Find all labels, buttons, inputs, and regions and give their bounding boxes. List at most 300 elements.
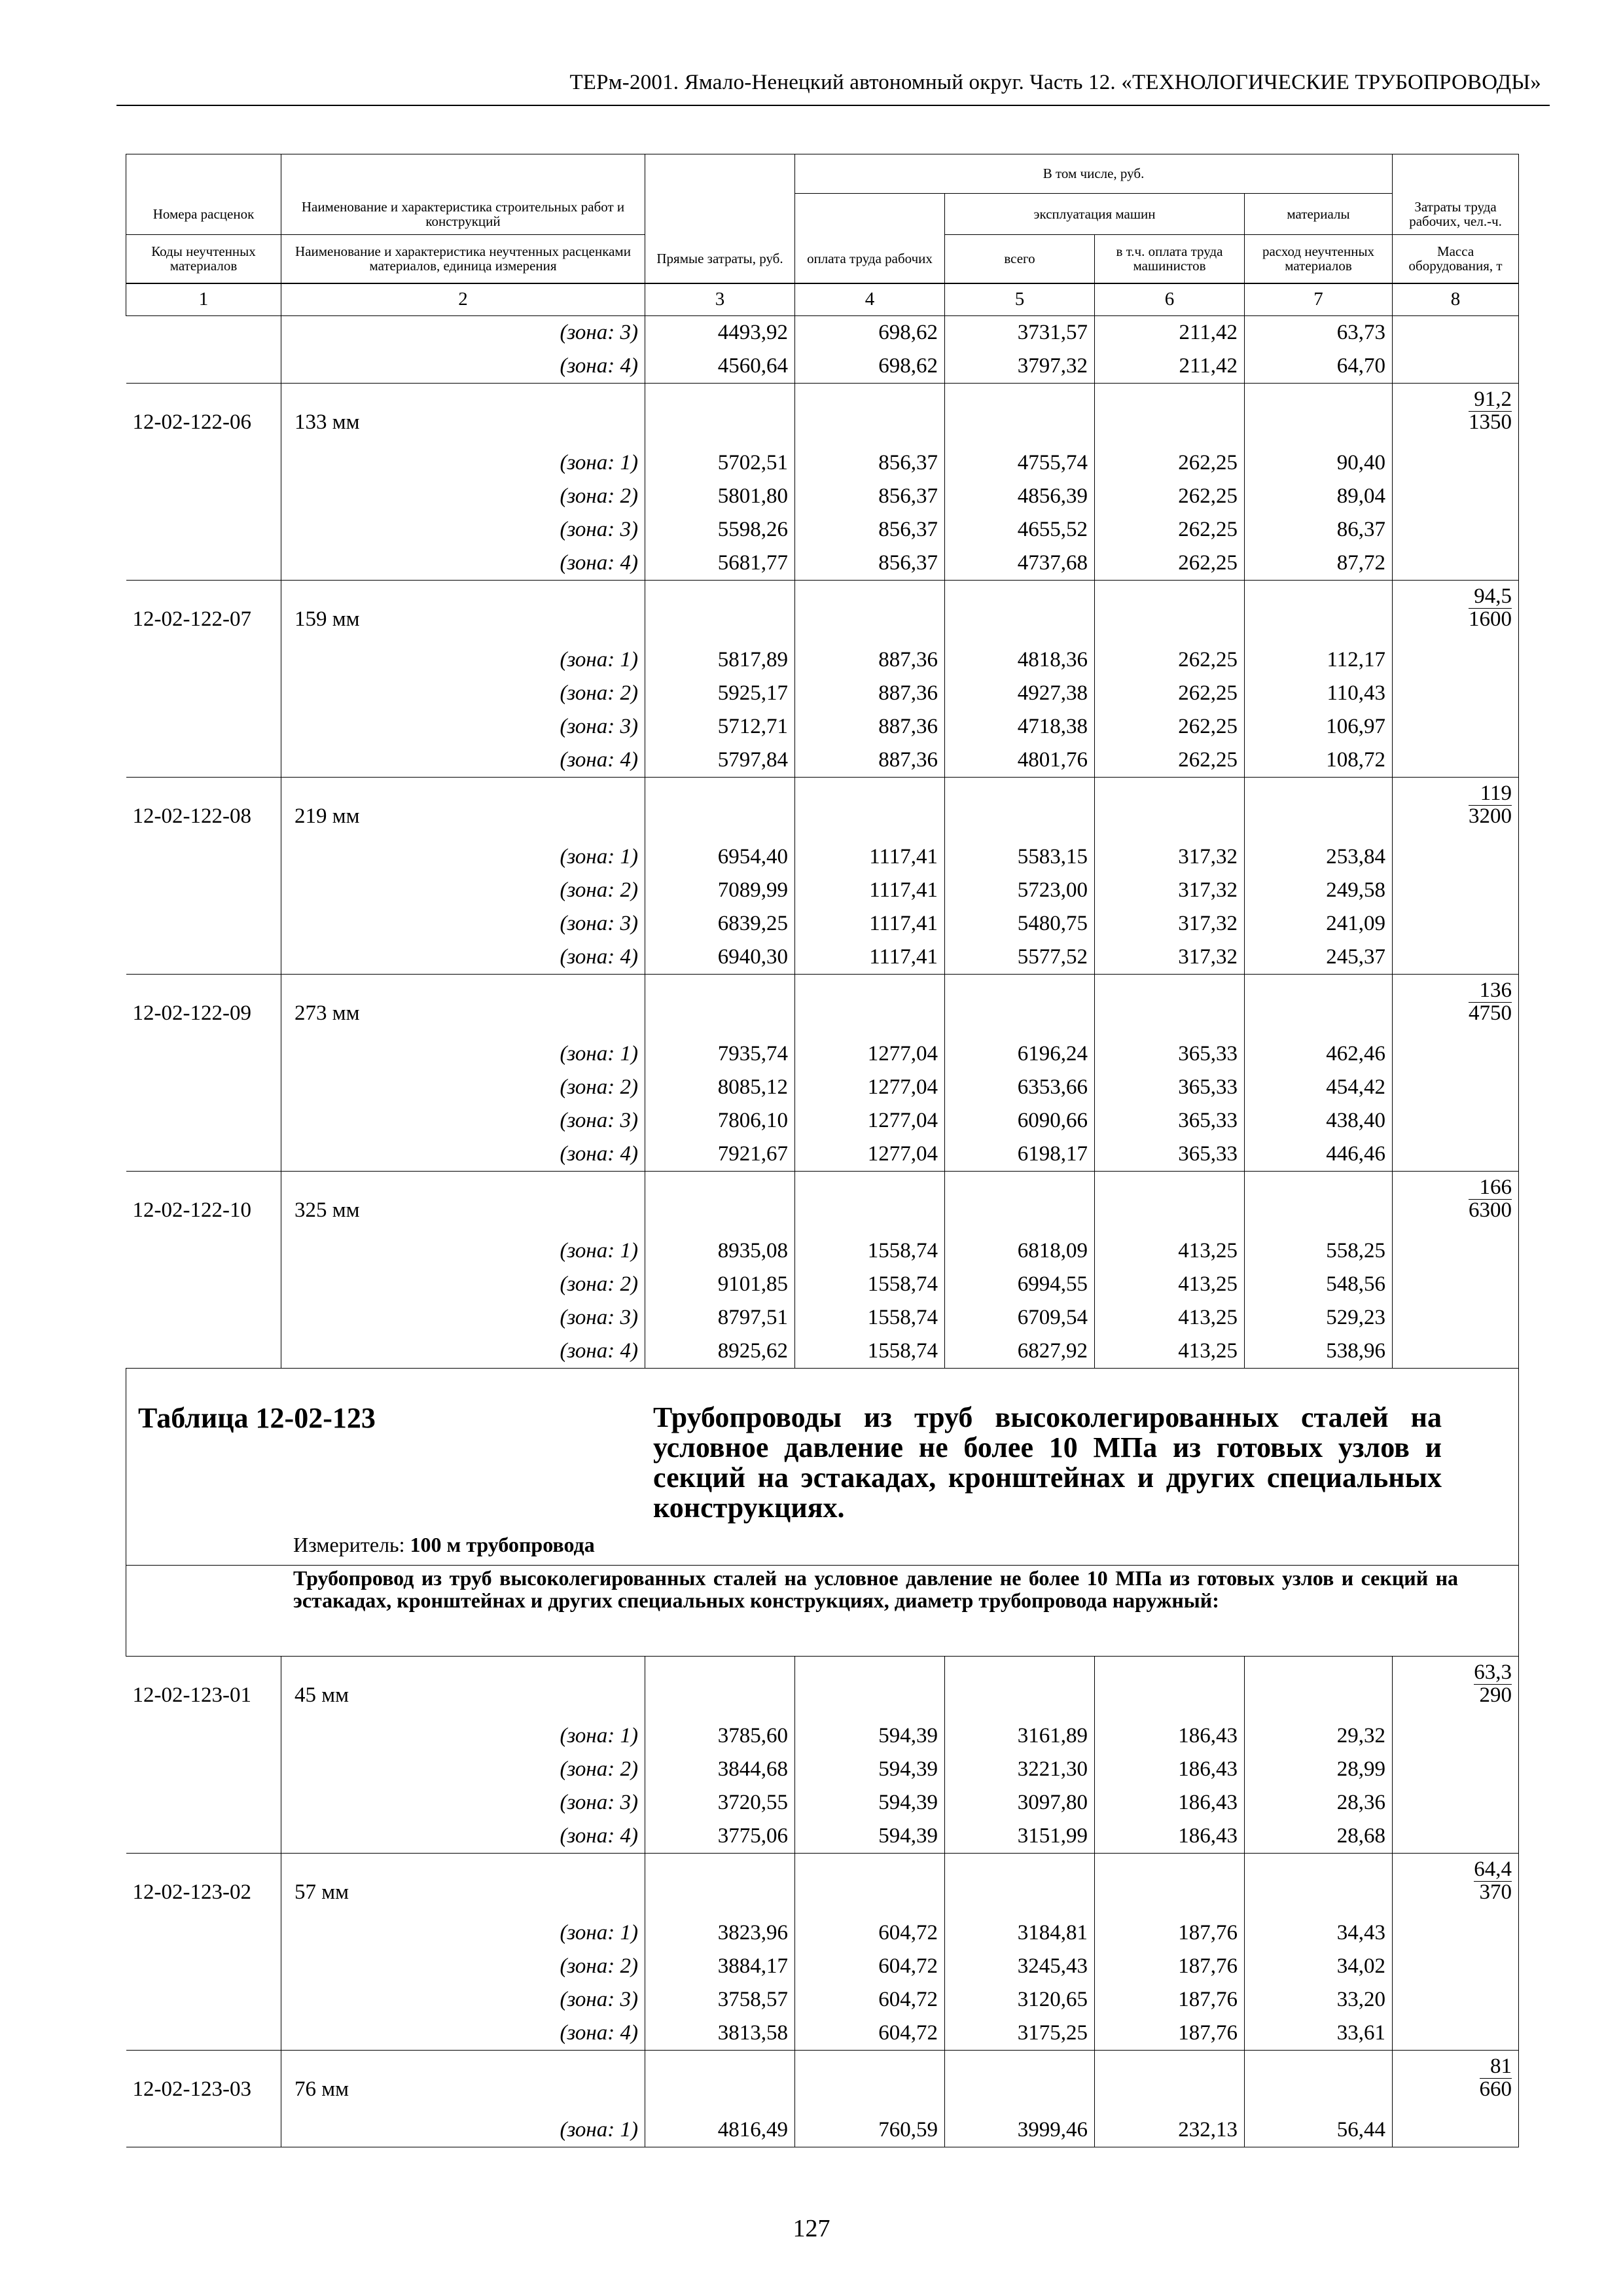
page-header-title: ТЕРм-2001. Ямало-Ненецкий автономный округ. Часть 12. «ТЕХНОЛОГИЧЕСКИЕ ТРУБОПРОВОДЫ»: [569, 71, 1541, 94]
code-cell-empty: [126, 2113, 281, 2147]
value-cell: 3120,65: [945, 1983, 1095, 2017]
mass-cell-empty: [1393, 1234, 1519, 1268]
value-cell: 4801,76: [945, 744, 1095, 778]
table-heading-cell: [126, 1368, 1519, 1565]
value-cell: 187,76: [1095, 1950, 1245, 1983]
labor-value: 166: [1469, 1177, 1512, 1200]
value-cell: 1558,74: [795, 1335, 945, 1369]
fraction: [1469, 980, 1512, 1024]
rate-code: 12-02-122-09: [126, 974, 281, 1037]
value-cell: 594,39: [795, 1820, 945, 1854]
zone-label: (зона: 4): [281, 2017, 645, 2051]
labor-mass-fraction: [1393, 777, 1519, 840]
pipe-size: 219 мм: [281, 777, 645, 840]
zone-row: [126, 643, 1519, 677]
hdr-blank-8: [1393, 154, 1519, 194]
zone-row: [126, 1786, 1519, 1820]
value-cell: 1117,41: [795, 840, 945, 874]
value-cell: 6353,66: [945, 1071, 1095, 1104]
fraction: [1474, 1662, 1512, 1706]
value-cell: 413,25: [1095, 1335, 1245, 1369]
labor-value: 91,2: [1469, 389, 1512, 412]
code-cell-empty: [126, 1234, 281, 1268]
zone-label: (зона: 1): [281, 1234, 645, 1268]
value-cell: 110,43: [1245, 677, 1393, 710]
value-cell: 6196,24: [945, 1037, 1095, 1071]
value-cell: 5817,89: [645, 643, 795, 677]
value-cell: 28,99: [1245, 1753, 1393, 1786]
empty-cell: [645, 1171, 795, 1234]
zone-row: [126, 744, 1519, 778]
zone-label: (зона: 4): [281, 547, 645, 581]
code-cell-empty: [126, 1037, 281, 1071]
hdr-materials: материалы: [1245, 194, 1393, 235]
mass-cell-empty: [1393, 907, 1519, 941]
zone-label: (зона: 3): [281, 1104, 645, 1138]
code-cell-empty: [126, 1820, 281, 1854]
hdr-machine-ops: эксплуатация машин: [945, 194, 1245, 235]
empty-cell: [795, 1853, 945, 1916]
labor-mass-fraction: [1393, 1656, 1519, 1719]
empty-cell: [795, 580, 945, 643]
value-cell: 8797,51: [645, 1301, 795, 1335]
rate-code-row: [126, 383, 1519, 446]
empty-cell: [1245, 2050, 1393, 2113]
value-cell: 262,25: [1095, 710, 1245, 744]
mass-cell-empty: [1393, 1983, 1519, 2017]
mass-cell-empty: [1393, 480, 1519, 513]
rate-code-row: [126, 1656, 1519, 1719]
mass-value: 3200: [1469, 804, 1512, 828]
zone-label: (зона: 2): [281, 1950, 645, 1983]
mass-cell-empty: [1393, 1335, 1519, 1369]
value-cell: 6198,17: [945, 1138, 1095, 1172]
empty-cell: [645, 580, 795, 643]
value-cell: 462,46: [1245, 1037, 1393, 1071]
empty-cell: [1095, 974, 1245, 1037]
zone-row: [126, 1268, 1519, 1301]
value-cell: 3097,80: [945, 1786, 1095, 1820]
hdr-unaccounted-consumption: расход неучтенных материалов: [1245, 235, 1393, 283]
zone-label: (зона: 2): [281, 677, 645, 710]
empty-cell: [645, 777, 795, 840]
mass-value: 1600: [1469, 607, 1512, 631]
value-cell: 6090,66: [945, 1104, 1095, 1138]
value-cell: 6818,09: [945, 1234, 1095, 1268]
empty-cell: [1245, 974, 1393, 1037]
hdr-incl-rub: В том числе, руб.: [795, 154, 1393, 194]
table-title: Трубопроводы из труб высоколегированных сталей на условное давление не более 10 МПа из готовых узлов и секций на эстакадах, кронштейнах и других специальных конструкциях.: [653, 1401, 1442, 1524]
meter-label: Измеритель:: [293, 1532, 405, 1556]
zone-label: (зона: 3): [281, 1301, 645, 1335]
value-cell: 317,32: [1095, 907, 1245, 941]
value-cell: 33,61: [1245, 2017, 1393, 2051]
hdr-blank-4: [795, 194, 945, 235]
table-heading-row: [126, 1368, 1519, 1565]
empty-cell: [1245, 777, 1393, 840]
value-cell: 186,43: [1095, 1753, 1245, 1786]
value-cell: 529,23: [1245, 1301, 1393, 1335]
mass-cell-empty: [1393, 315, 1519, 350]
mass-value: 6300: [1469, 1198, 1512, 1222]
labor-value: 94,5: [1469, 586, 1512, 609]
zone-row: [126, 840, 1519, 874]
value-cell: 28,36: [1245, 1786, 1393, 1820]
meter-value: 100 м трубопровода: [410, 1532, 595, 1556]
labor-mass-fraction: [1393, 580, 1519, 643]
value-cell: 4927,38: [945, 677, 1095, 710]
value-cell: 3221,30: [945, 1753, 1095, 1786]
value-cell: 262,25: [1095, 513, 1245, 547]
zone-row: [126, 513, 1519, 547]
value-cell: 3999,46: [945, 2113, 1095, 2147]
empty-cell: [1095, 383, 1245, 446]
value-cell: 187,76: [1095, 1983, 1245, 2017]
zone-label: (зона: 2): [281, 1071, 645, 1104]
value-cell: 186,43: [1095, 1719, 1245, 1753]
empty-cell: [1095, 580, 1245, 643]
value-cell: 4718,38: [945, 710, 1095, 744]
zone-row: [126, 1753, 1519, 1786]
header-rule: [116, 105, 1550, 106]
code-cell-empty: [126, 446, 281, 480]
value-cell: 187,76: [1095, 2017, 1245, 2051]
empty-cell: [795, 1171, 945, 1234]
mass-cell-empty: [1393, 2017, 1519, 2051]
value-cell: 856,37: [795, 547, 945, 581]
value-cell: 1117,41: [795, 907, 945, 941]
empty-cell: [1095, 1656, 1245, 1719]
value-cell: 413,25: [1095, 1234, 1245, 1268]
value-cell: 3797,32: [945, 350, 1095, 384]
rate-code-row: [126, 974, 1519, 1037]
zone-row: [126, 446, 1519, 480]
zone-row: [126, 1916, 1519, 1950]
value-cell: 7089,99: [645, 874, 795, 907]
value-cell: 887,36: [795, 677, 945, 710]
empty-cell: [1095, 1853, 1245, 1916]
empty-cell: [1245, 1656, 1393, 1719]
code-cell-empty: [126, 547, 281, 581]
empty-cell: [645, 1656, 795, 1719]
value-cell: 106,97: [1245, 710, 1393, 744]
code-cell-empty: [126, 941, 281, 975]
fraction: [1469, 1177, 1512, 1221]
empty-cell: [945, 580, 1095, 643]
rate-code: 12-02-122-10: [126, 1171, 281, 1234]
zone-row: [126, 315, 1519, 350]
value-cell: 413,25: [1095, 1301, 1245, 1335]
col-number: 5: [945, 283, 1095, 316]
value-cell: 8935,08: [645, 1234, 795, 1268]
pipe-size: 325 мм: [281, 1171, 645, 1234]
hdr-labor-costs: Затраты труда рабочих, чел.-ч.: [1393, 194, 1519, 235]
hdr-unaccounted-names: Наименование и характеристика неучтенных расценками материалов, единица измерения: [281, 235, 645, 283]
mass-value: 1350: [1469, 410, 1512, 434]
zone-row: [126, 547, 1519, 581]
value-cell: 34,43: [1245, 1916, 1393, 1950]
value-cell: 3844,68: [645, 1753, 795, 1786]
mass-cell-empty: [1393, 1820, 1519, 1854]
value-cell: 3245,43: [945, 1950, 1095, 1983]
value-cell: 3884,17: [645, 1950, 795, 1983]
value-cell: 29,32: [1245, 1719, 1393, 1753]
empty-cell: [945, 1656, 1095, 1719]
rate-code-row: [126, 777, 1519, 840]
value-cell: 4816,49: [645, 2113, 795, 2147]
zone-row: [126, 1719, 1519, 1753]
value-cell: 56,44: [1245, 2113, 1393, 2147]
value-cell: 538,96: [1245, 1335, 1393, 1369]
labor-value: 63,3: [1474, 1660, 1512, 1684]
value-cell: 698,62: [795, 315, 945, 350]
rate-code: 12-02-123-03: [126, 2050, 281, 2113]
rate-code: 12-02-123-02: [126, 1853, 281, 1916]
zone-label: (зона: 4): [281, 1138, 645, 1172]
code-cell-empty: [126, 1719, 281, 1753]
value-cell: 34,02: [1245, 1950, 1393, 1983]
value-cell: 698,62: [795, 350, 945, 384]
mass-value: 290: [1479, 1683, 1512, 1707]
code-cell-empty: [126, 1335, 281, 1369]
empty-cell: [645, 1853, 795, 1916]
value-cell: 1558,74: [795, 1301, 945, 1335]
value-cell: 3785,60: [645, 1719, 795, 1753]
zone-label: (зона: 1): [281, 2113, 645, 2147]
value-cell: 594,39: [795, 1753, 945, 1786]
zone-label: (зона: 1): [281, 643, 645, 677]
value-cell: 3813,58: [645, 2017, 795, 2051]
empty-cell: [795, 383, 945, 446]
mass-cell-empty: [1393, 1950, 1519, 1983]
fraction: [1474, 1859, 1512, 1903]
zone-row: [126, 1037, 1519, 1071]
zone-label: (зона: 4): [281, 744, 645, 778]
value-cell: 6940,30: [645, 941, 795, 975]
code-cell-empty: [126, 1753, 281, 1786]
value-cell: 1277,04: [795, 1138, 945, 1172]
zone-label: (зона: 1): [281, 1037, 645, 1071]
empty-cell: [945, 2050, 1095, 2113]
code-cell-empty: [126, 350, 281, 384]
zone-label: (зона: 2): [281, 1753, 645, 1786]
zone-label: (зона: 3): [281, 315, 645, 350]
fraction: [1480, 2056, 1512, 2100]
value-cell: 90,40: [1245, 446, 1393, 480]
rate-code: 12-02-123-01: [126, 1656, 281, 1719]
mass-value: 4750: [1469, 1001, 1512, 1025]
value-cell: 4755,74: [945, 446, 1095, 480]
value-cell: 186,43: [1095, 1786, 1245, 1820]
rate-code-row: [126, 1171, 1519, 1234]
mass-cell-empty: [1393, 513, 1519, 547]
empty-cell: [1245, 1171, 1393, 1234]
code-cell-empty: [126, 710, 281, 744]
value-cell: 548,56: [1245, 1268, 1393, 1301]
zone-row: [126, 710, 1519, 744]
mass-cell-empty: [1393, 1037, 1519, 1071]
empty-cell: [945, 974, 1095, 1037]
zone-row: [126, 941, 1519, 975]
zone-label: (зона: 1): [281, 1719, 645, 1753]
zone-row: [126, 480, 1519, 513]
value-cell: 3720,55: [645, 1786, 795, 1820]
value-cell: 365,33: [1095, 1138, 1245, 1172]
code-cell-empty: [126, 907, 281, 941]
mass-cell-empty: [1393, 874, 1519, 907]
col-number: 2: [281, 283, 645, 316]
zone-row: [126, 1983, 1519, 2017]
value-cell: 438,40: [1245, 1104, 1393, 1138]
mass-cell-empty: [1393, 1753, 1519, 1786]
value-cell: 1117,41: [795, 874, 945, 907]
meter-line: [293, 1534, 595, 1556]
zone-label: (зона: 3): [281, 710, 645, 744]
mass-value: 660: [1479, 2077, 1512, 2101]
empty-cell: [645, 383, 795, 446]
value-cell: 1277,04: [795, 1037, 945, 1071]
hdr-blank-2: [281, 154, 645, 194]
mass-cell-empty: [1393, 1071, 1519, 1104]
table-subtitle: Трубопровод из труб высоколегированных сталей на условное давление не более 10 МПа из готовых узлов и секций на эстакадах, кронштейнах и других специальных конструкциях, диаметр трубопровода наружный:: [293, 1566, 1458, 1612]
value-cell: 3175,25: [945, 2017, 1095, 2051]
mass-cell-empty: [1393, 1916, 1519, 1950]
value-cell: 232,13: [1095, 2113, 1245, 2147]
value-cell: 3731,57: [945, 315, 1095, 350]
value-cell: 4560,64: [645, 350, 795, 384]
rate-code-row: [126, 580, 1519, 643]
labor-value: 64,4: [1474, 1857, 1512, 1881]
mass-cell-empty: [1393, 677, 1519, 710]
value-cell: 413,25: [1095, 1268, 1245, 1301]
zone-label: (зона: 2): [281, 480, 645, 513]
value-cell: 211,42: [1095, 350, 1245, 384]
value-cell: 1277,04: [795, 1104, 945, 1138]
rate-code: 12-02-122-08: [126, 777, 281, 840]
value-cell: 3823,96: [645, 1916, 795, 1950]
zone-row: [126, 2113, 1519, 2147]
code-cell-empty: [126, 1916, 281, 1950]
pipe-size: 45 мм: [281, 1656, 645, 1719]
value-cell: 365,33: [1095, 1037, 1245, 1071]
mass-cell-empty: [1393, 840, 1519, 874]
col-number: 4: [795, 283, 945, 316]
fraction: [1469, 783, 1512, 827]
value-cell: 5723,00: [945, 874, 1095, 907]
value-cell: 594,39: [795, 1786, 945, 1820]
labor-value: 136: [1469, 980, 1512, 1003]
pipe-size: 76 мм: [281, 2050, 645, 2113]
value-cell: 5801,80: [645, 480, 795, 513]
value-cell: 241,09: [1245, 907, 1393, 941]
pipe-size: 159 мм: [281, 580, 645, 643]
subtitle-row: [126, 1565, 1519, 1656]
pipe-size: 57 мм: [281, 1853, 645, 1916]
value-cell: 604,72: [795, 1916, 945, 1950]
value-cell: 7921,67: [645, 1138, 795, 1172]
table-number: Таблица 12-02-123: [138, 1401, 376, 1434]
zone-label: (зона: 2): [281, 874, 645, 907]
value-cell: 856,37: [795, 480, 945, 513]
hdr-operator-pay: в т.ч. оплата труда машинистов: [1095, 235, 1245, 283]
value-cell: 112,17: [1245, 643, 1393, 677]
value-cell: 6994,55: [945, 1268, 1095, 1301]
zone-row: [126, 1138, 1519, 1172]
value-cell: 3758,57: [645, 1983, 795, 2017]
zone-label: (зона: 3): [281, 513, 645, 547]
labor-value: 81: [1480, 2056, 1512, 2079]
value-cell: 365,33: [1095, 1071, 1245, 1104]
hdr-direct-costs: Прямые затраты, руб.: [645, 235, 795, 283]
code-cell-empty: [126, 1950, 281, 1983]
labor-mass-fraction: [1393, 1853, 1519, 1916]
value-cell: 87,72: [1245, 547, 1393, 581]
zone-label: (зона: 4): [281, 941, 645, 975]
labor-value: 119: [1469, 783, 1512, 806]
empty-cell: [795, 2050, 945, 2113]
value-cell: 28,68: [1245, 1820, 1393, 1854]
hdr-equipment-mass: Масса оборудования, т: [1393, 235, 1519, 283]
hdr-worker-pay: оплата труда рабочих: [795, 235, 945, 283]
value-cell: 4655,52: [945, 513, 1095, 547]
code-cell-empty: [126, 1983, 281, 2017]
rate-code-row: [126, 2050, 1519, 2113]
empty-cell: [645, 2050, 795, 2113]
mass-cell-empty: [1393, 547, 1519, 581]
value-cell: 33,20: [1245, 1983, 1393, 2017]
value-cell: 8085,12: [645, 1071, 795, 1104]
hdr-unaccounted-codes: Коды неучтенных материалов: [126, 235, 281, 283]
value-cell: 262,25: [1095, 480, 1245, 513]
zone-label: (зона: 4): [281, 1335, 645, 1369]
labor-mass-fraction: [1393, 2050, 1519, 2113]
value-cell: 86,37: [1245, 513, 1393, 547]
value-cell: 317,32: [1095, 840, 1245, 874]
value-cell: 604,72: [795, 2017, 945, 2051]
value-cell: 211,42: [1095, 315, 1245, 350]
value-cell: 4493,92: [645, 315, 795, 350]
value-cell: 9101,85: [645, 1268, 795, 1301]
hdr-blank-3b: [645, 194, 795, 235]
zone-row: [126, 677, 1519, 710]
value-cell: 5577,52: [945, 941, 1095, 975]
empty-cell: [795, 974, 945, 1037]
empty-cell: [945, 777, 1095, 840]
value-cell: 1558,74: [795, 1268, 945, 1301]
mass-cell-empty: [1393, 1301, 1519, 1335]
rate-code: 12-02-122-07: [126, 580, 281, 643]
mass-cell-empty: [1393, 941, 1519, 975]
mass-cell-empty: [1393, 710, 1519, 744]
labor-mass-fraction: [1393, 974, 1519, 1037]
value-cell: 7935,74: [645, 1037, 795, 1071]
value-cell: 262,25: [1095, 677, 1245, 710]
empty-cell: [795, 1656, 945, 1719]
hdr-blank-3: [645, 154, 795, 194]
value-cell: 856,37: [795, 513, 945, 547]
col-number: 1: [126, 283, 281, 316]
rate-code: 12-02-122-06: [126, 383, 281, 446]
value-cell: 253,84: [1245, 840, 1393, 874]
mass-cell-empty: [1393, 1138, 1519, 1172]
col-number: 6: [1095, 283, 1245, 316]
value-cell: 887,36: [795, 643, 945, 677]
value-cell: 604,72: [795, 1950, 945, 1983]
mass-cell-empty: [1393, 744, 1519, 778]
code-cell-empty: [126, 2017, 281, 2051]
value-cell: 887,36: [795, 744, 945, 778]
value-cell: 594,39: [795, 1719, 945, 1753]
